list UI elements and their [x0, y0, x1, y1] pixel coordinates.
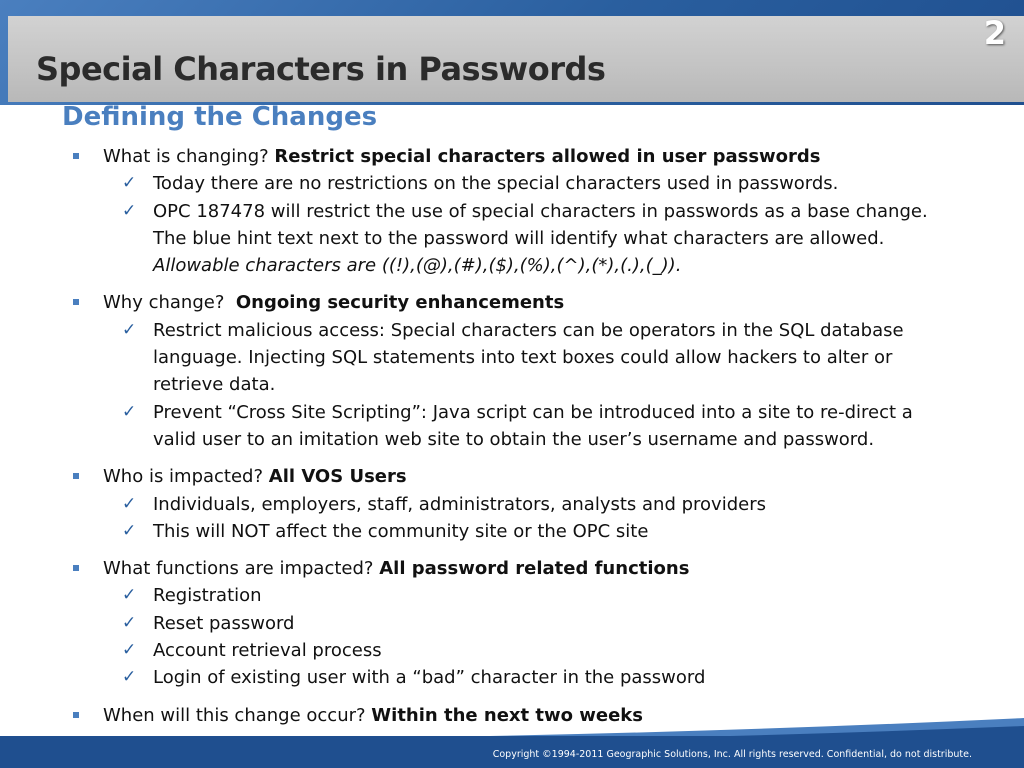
- sub-item-text: This will NOT affect the community site or the OPC site: [153, 520, 649, 542]
- sub-list: [70, 317, 950, 453]
- bullet-item: [70, 143, 950, 170]
- square-bullet-icon: [73, 153, 79, 159]
- checkmark-icon: ✓: [122, 493, 137, 514]
- checkmark-icon: ✓: [122, 319, 137, 340]
- sub-item: [70, 610, 950, 637]
- bullet-item: [70, 555, 950, 582]
- sub-item: [70, 637, 950, 664]
- checkmark-icon: ✓: [122, 200, 137, 221]
- checkmark-icon: ✓: [122, 520, 137, 541]
- bullet-item: [70, 289, 950, 316]
- sub-item: [70, 399, 950, 454]
- sub-item-text: retrieve data.: [153, 374, 276, 396]
- bullet-answer: All password related functions: [379, 558, 690, 580]
- sub-list: [70, 170, 950, 279]
- bullet-answer: Ongoing security enhancements: [235, 292, 565, 314]
- copyright-notice: Copyright ©1994-2011 Geographic Solutions, Inc. All rights reserved. Confidential, do not distribute.: [492, 749, 972, 760]
- sub-item: [70, 582, 950, 609]
- sub-item-text: Prevent “Cross Site Scripting”: Java script can be introduced into a site to re-direct a: [153, 401, 913, 423]
- bullet-answer: Within the next two weeks: [371, 704, 643, 726]
- checkmark-icon: ✓: [122, 667, 137, 688]
- checkmark-icon: ✓: [122, 612, 137, 633]
- square-bullet-icon: [73, 565, 79, 571]
- sub-item-text: Restrict malicious access: Special characters can be operators in the SQL database: [153, 319, 904, 341]
- square-bullet-icon: [73, 473, 79, 479]
- allowed-characters-text: Allowable characters are ((!),(@),(#),($),(%),(^),(*),(.),(_)).: [153, 255, 682, 277]
- sub-item-text: The blue hint text next to the password will identify what characters are allowed.: [153, 227, 885, 249]
- sub-item: [70, 664, 950, 691]
- bullet-answer: Restrict special characters allowed in user passwords: [274, 146, 821, 167]
- bullet-question: Who is impacted?: [103, 466, 264, 488]
- bullet-list: [70, 143, 950, 739]
- title-bar: [8, 16, 1024, 102]
- bullet-section: [70, 289, 950, 453]
- bullet-answer: All VOS Users: [268, 466, 407, 488]
- sub-list: [70, 582, 950, 691]
- bullet-question: What is changing?: [103, 146, 269, 167]
- bullet-question: Why change?: [103, 292, 225, 314]
- sub-item: [70, 198, 950, 280]
- sub-item-text: Reset password: [153, 612, 295, 634]
- bullet-section: [70, 555, 950, 691]
- sub-item: [70, 491, 950, 518]
- sub-item-text: Account retrieval process: [153, 640, 382, 662]
- slide-title: Special Characters in Passwords: [36, 50, 606, 88]
- sub-item-text: OPC 187478 will restrict the use of special characters in passwords as a base change.: [153, 200, 928, 222]
- sub-item: [70, 317, 950, 399]
- sub-list: [70, 491, 950, 546]
- square-bullet-icon: [73, 299, 79, 305]
- checkmark-icon: ✓: [122, 585, 137, 606]
- checkmark-icon: ✓: [122, 640, 137, 661]
- checkmark-icon: ✓: [122, 401, 137, 422]
- sub-item-text: language. Injecting SQL statements into text boxes could allow hackers to alter or: [153, 347, 893, 369]
- bullet-question: What functions are impacted?: [103, 558, 374, 580]
- sub-item-text: valid user to an imitation web site to obtain the user’s username and password.: [153, 428, 875, 450]
- slide-number: 2: [983, 14, 1006, 52]
- sub-item-text: Individuals, employers, staff, administrators, analysts and providers: [153, 493, 766, 515]
- sub-item-text: Registration: [153, 585, 262, 607]
- bullet-section: [70, 463, 950, 545]
- slide-subtitle: Defining the Changes: [62, 102, 378, 132]
- checkmark-icon: ✓: [122, 173, 137, 194]
- bullet-question: When will this change occur?: [103, 704, 366, 726]
- bullet-section: [70, 143, 950, 279]
- sub-item: [70, 518, 950, 545]
- sub-item-text: Today there are no restrictions on the special characters used in passwords.: [153, 173, 839, 195]
- bullet-item: [70, 463, 950, 490]
- square-bullet-icon: [73, 712, 79, 718]
- sub-item: [70, 170, 950, 197]
- sub-item-text: Login of existing user with a “bad” character in the password: [153, 667, 706, 689]
